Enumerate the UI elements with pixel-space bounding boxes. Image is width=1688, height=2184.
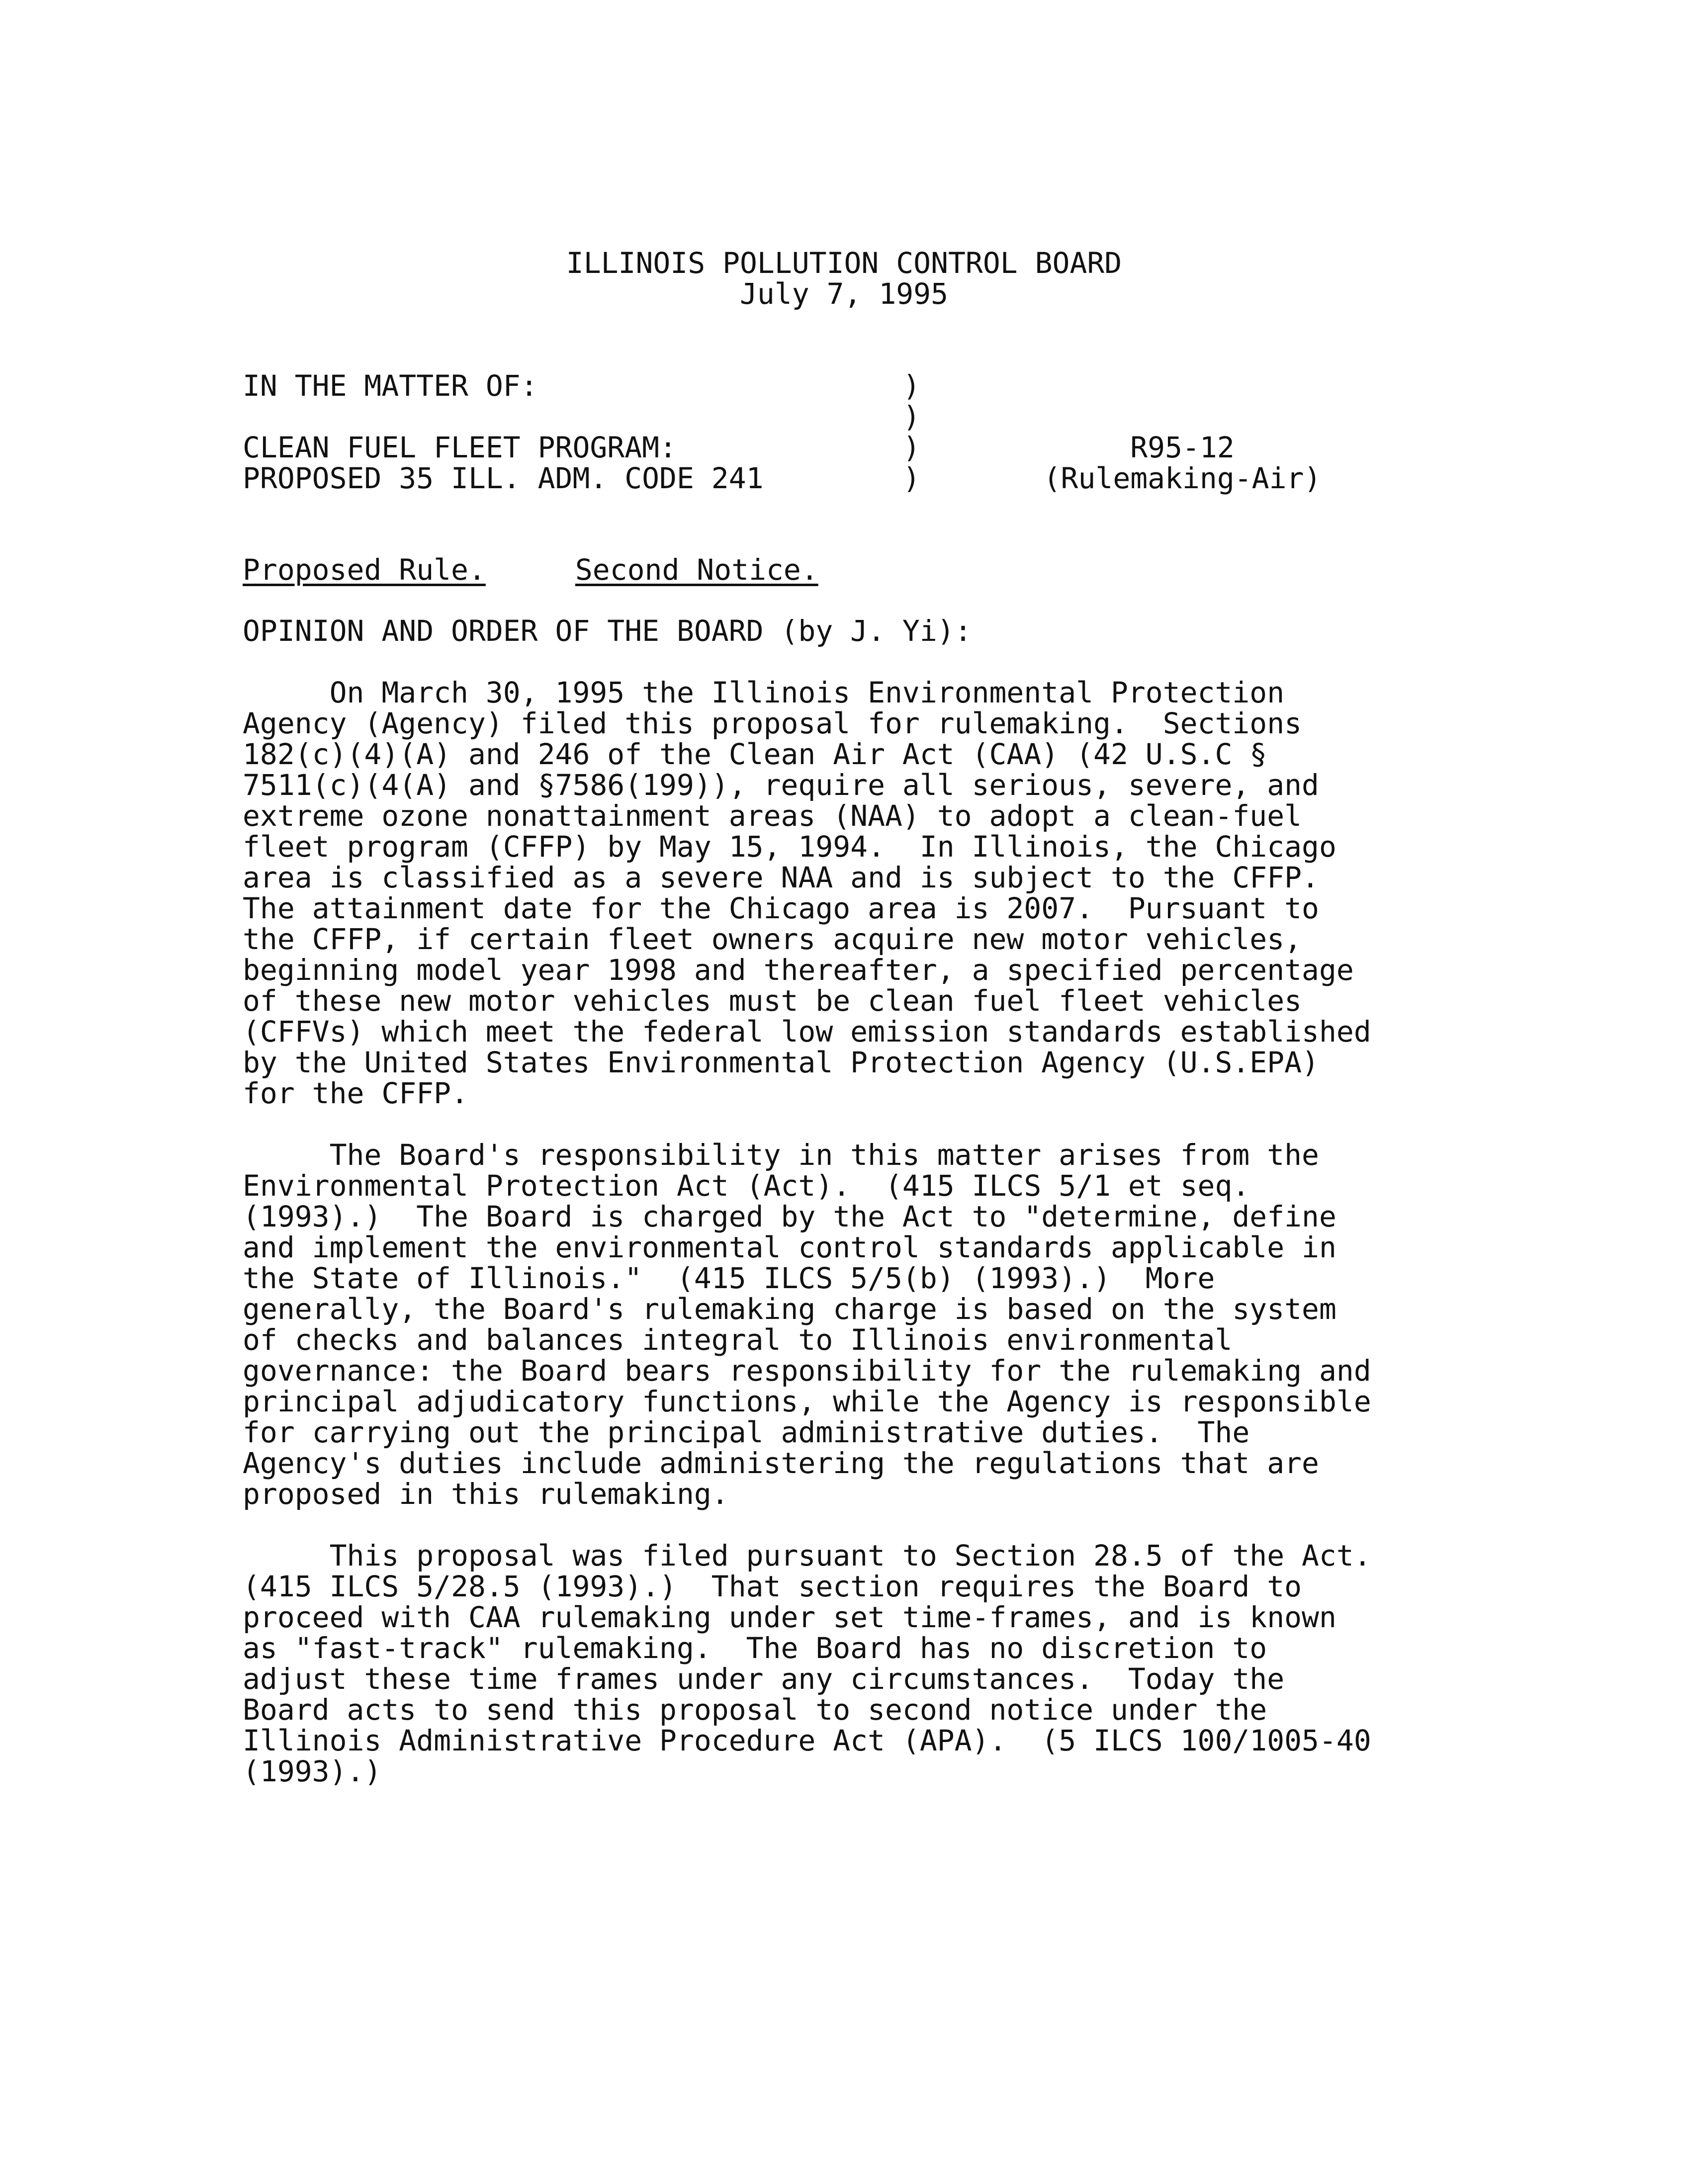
paragraph-line: the State of Illinois." (415 ILCS 5/5(b) (1993).) More xyxy=(243,1261,1215,1295)
caption-bracket: ) xyxy=(903,431,920,464)
paragraph-line: Illinois Administrative Procedure Act (APA). (5 ILCS 100/1005-40 xyxy=(243,1724,1371,1757)
caption-docket xyxy=(1008,432,1356,494)
paragraph-line: (1993).) xyxy=(243,1754,382,1788)
paragraph-line: The Board's responsibility in this matter arises from the xyxy=(243,1138,1319,1172)
caption-line xyxy=(243,401,889,432)
caption-line: PROPOSED 35 ILL. ADM. CODE 241 xyxy=(243,461,764,495)
paragraph-line: 182(c)(4)(A) and 246 of the Clean Air Act (CAA) (42 U.S.C § xyxy=(243,737,1267,771)
paragraph-line: The attainment date for the Chicago area is 2007. Pursuant to xyxy=(243,891,1319,925)
paragraph-line: Agency (Agency) filed this proposal for rulemaking. Sections xyxy=(243,706,1302,740)
paragraph-line: of these new motor vehicles must be clean fuel fleet vehicles xyxy=(243,984,1302,1018)
document-header xyxy=(0,248,1688,309)
docket-type: (Rulemaking-Air) xyxy=(1043,461,1322,495)
paragraph xyxy=(243,677,1461,1109)
paragraph-line: the CFFP, if certain fleet owners acquire new motor vehicles, xyxy=(243,922,1302,956)
notice-line xyxy=(243,554,818,585)
caption-bracket: ) xyxy=(903,461,920,495)
proposed-rule-label: Proposed Rule. xyxy=(243,553,486,587)
paragraph-line: as "fast-track" rulemaking. The Board has no discretion to xyxy=(243,1631,1267,1665)
caption-line: CLEAN FUEL FLEET PROGRAM: xyxy=(243,431,677,464)
caption-matter xyxy=(243,370,889,494)
paragraph-line: area is classified as a severe NAA and is subject to the CFFP. xyxy=(243,861,1319,894)
paragraph-line: Agency's duties include administering the regulations that are xyxy=(243,1446,1319,1480)
paragraph-line: extreme ozone nonattainment areas (NAA) to adopt a clean-fuel xyxy=(243,799,1302,833)
opinion-heading: OPINION AND ORDER OF THE BOARD (by J. Yi): xyxy=(243,614,972,648)
document-date: July 7, 1995 xyxy=(739,277,949,311)
paragraph-line: by the United States Environmental Protection Agency (U.S.EPA) xyxy=(243,1046,1319,1079)
paragraph-line: (415 ILCS 5/28.5 (1993).) That section requires the Board to xyxy=(243,1570,1302,1603)
paragraph-line: proceed with CAA rulemaking under set time-frames, and is known xyxy=(243,1600,1336,1634)
paragraph-line: beginning model year 1998 and thereafter, a specified percentage xyxy=(243,953,1354,987)
caption-bracket: ) xyxy=(903,369,920,403)
paragraph-line: Board acts to send this proposal to second notice under the xyxy=(243,1693,1267,1727)
docket-number: R95-12 xyxy=(1130,431,1235,464)
paragraph-line: fleet program (CFFP) by May 15, 1994. In Illinois, the Chicago xyxy=(243,830,1336,864)
caption-brackets xyxy=(903,370,933,494)
paragraph-line: (1993).) The Board is charged by the Act to "determine, define xyxy=(243,1200,1336,1233)
paragraph xyxy=(243,1139,1461,1509)
paragraph-line: and implement the environmental control standards applicable in xyxy=(243,1230,1336,1264)
paragraph xyxy=(243,1540,1461,1787)
case-caption xyxy=(243,370,1486,500)
paragraph-line: for the CFFP. xyxy=(243,1076,468,1110)
agency-name: ILLINOIS POLLUTION CONTROL BOARD xyxy=(566,246,1122,280)
second-notice-label: Second Notice. xyxy=(575,553,818,587)
paragraph-line: (CFFVs) which meet the federal low emission standards established xyxy=(243,1015,1371,1048)
paragraph-line: governance: the Board bears responsibility for the rulemaking and xyxy=(243,1354,1371,1388)
paragraph-line: principal adjudicatory functions, while the Agency is responsible xyxy=(243,1385,1371,1418)
paragraph-line: generally, the Board's rulemaking charge is based on the system xyxy=(243,1292,1336,1326)
caption-line: IN THE MATTER OF: xyxy=(243,369,538,403)
paragraph-line: Environmental Protection Act (Act). (415 ILCS 5/1 et seq. xyxy=(243,1169,1250,1203)
paragraph-line: of checks and balances integral to Illinois environmental xyxy=(243,1323,1233,1357)
paragraph-line: adjust these time frames under any circumstances. Today the xyxy=(243,1662,1285,1696)
caption-bracket: ) xyxy=(903,400,920,434)
paragraph-line: On March 30, 1995 the Illinois Environmental Protection xyxy=(243,676,1285,709)
paragraph-line: This proposal was filed pursuant to Section 28.5 of the Act. xyxy=(243,1539,1371,1572)
paragraph-line: proposed in this rulemaking. xyxy=(243,1477,729,1511)
paragraph-line: 7511(c)(4(A) and §7586(199)), require all serious, severe, and xyxy=(243,768,1319,802)
paragraph-line: for carrying out the principal administrative duties. The xyxy=(243,1415,1250,1449)
